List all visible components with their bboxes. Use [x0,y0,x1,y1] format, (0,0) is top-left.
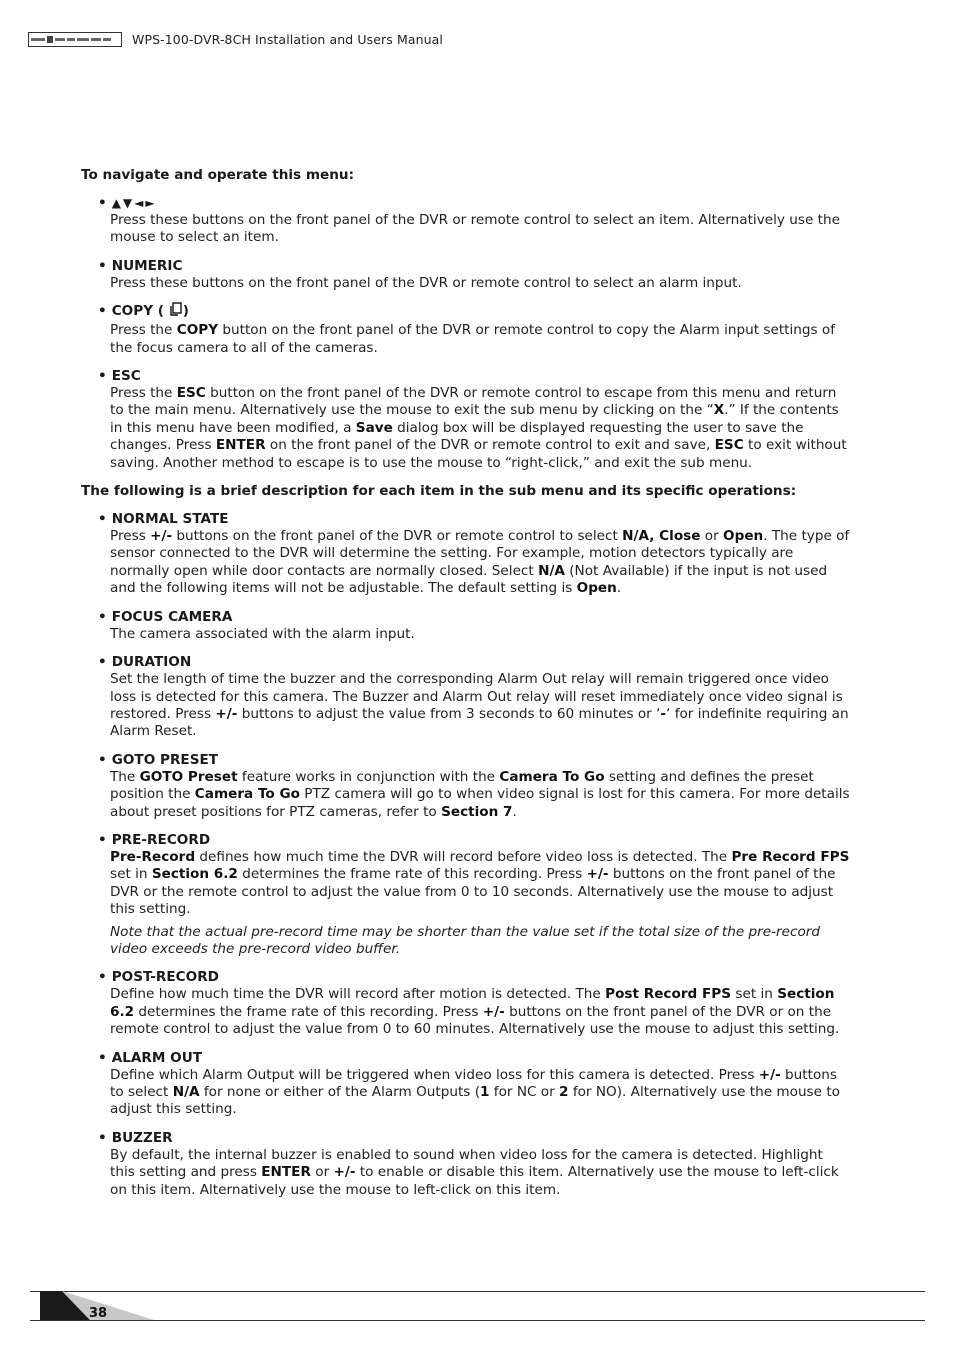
page-number: 38 [89,1306,108,1321]
list-item-arrows [98,194,851,247]
list-item-pre-record [98,831,851,958]
emphasized-term: ESC [176,385,206,402]
item-title: ALARM OUT [111,1049,203,1066]
item-title: FOCUS CAMERA [111,608,233,625]
footer-rule-bottom [30,1320,925,1321]
emphasized-term: +/- [586,866,609,883]
emphasized-term: N/A [172,1084,200,1100]
emphasized-term: Section 6.2 [110,986,835,1020]
navigate-heading: To navigate and operate this menu: [81,167,355,183]
emphasized-term: - [660,705,667,722]
emphasized-term: Section 7 [441,803,513,820]
list-item-esc [98,367,851,472]
emphasized-term: +/- [333,1164,356,1181]
emphasized-term: ENTER [215,437,266,454]
bullet: • [98,608,107,625]
emphasized-term: Open [576,580,617,597]
footer-rule-top [30,1291,925,1292]
list-item-numeric [98,257,851,292]
bullet: • [98,257,107,274]
emphasized-term: N/A [538,562,565,579]
emphasized-term: +/- [215,705,238,722]
bullet: • [98,195,107,211]
item-description: The GOTO Preset feature works in conjunction with the Camera To Go setting and defines the preset position the Camera To Go PTZ camera will go to when video signal is lost for this camera. For more details about preset positions for PTZ cameras, refer to Section 7. [110,768,850,820]
emphasized-term: +/- [150,528,173,545]
list-item-post-record [98,968,851,1038]
list-item-focus-camera [98,608,851,643]
item-description: Define how much time the DVR will record after motion is detected. The Post Record FPS set in Section 6.2 determines the frame rate of this recording. Press +/- buttons on the front panel of the DVR or on the remote control to adjust the value from 0 to 60 minutes. Alternatively use the mouse to adjust this setting. [110,986,840,1038]
item-title: BUZZER [111,1129,173,1146]
page-header [28,29,443,49]
bullet: • [98,511,107,528]
item-description: Press these buttons on the front panel of the DVR or remote control to select an item. Alternatively use the mouse to select an item. [110,212,840,246]
item-description: Set the length of time the buzzer and the corresponding Alarm Out relay will remain triggered once video loss is detected for this camera. The Buzzer and Alarm Out relay will reset immediately once video signal is restored. Press +/- buttons to adjust the value from 3 seconds to 60 minutes or ‘-‘ for indefinite requiring an Alarm Reset. [110,671,849,740]
item-description: By default, the internal buzzer is enabled to sound when video loss for the camera is detected. Highlight this setting and press ENTER or +/- to enable or disable this item. Alternatively use the mouse to left-click on this item. Alternatively use the mouse to left-click on this item. [110,1146,839,1198]
emphasized-term: Open [723,528,764,545]
page-content [81,166,851,1209]
item-description: Press these buttons on the front panel of the DVR or remote control to select an alarm input. [110,274,742,291]
emphasized-term: ESC [714,437,744,454]
list-item-normal-state [98,510,851,598]
bullet: • [98,303,107,320]
bullet: • [98,1129,107,1146]
emphasized-term: Pre Record FPS [731,848,850,865]
description-heading: The following is a brief description for each item in the sub menu and its specific operations: [81,483,797,500]
bullet: • [98,831,107,848]
item-title: GOTO PRESET [111,751,219,768]
bullet: • [98,969,107,986]
item-title: PRE-RECORD [111,831,211,848]
emphasized-term: Camera To Go [499,768,605,785]
emphasized-term: Save [355,419,393,436]
list-item-copy [98,302,851,357]
emphasized-term: X [713,402,725,419]
emphasized-term: Post Record FPS [605,986,732,1003]
emphasized-term: ENTER [261,1164,311,1181]
bullet: • [98,368,107,385]
arrow-keys-label: ▲▼◄► [111,196,157,210]
emphasized-term: 2 [559,1084,569,1100]
item-description: Press +/- buttons on the front panel of the DVR or remote control to select N/A, Close or Open. The type of sensor connected to the DVR will determine the setting. For example, motion detectors typically are normally open while door contacts are normally closed. Select N/A (Not Available) if the input is not used and the following items will not be adjustable. The default setting is Open. [110,528,850,597]
item-description: Pre-Record defines how much time the DVR will record before video loss is detected. The Pre Record FPS set in Section 6.2 determines the frame rate of this recording. Press +/- buttons on the front panel of the DVR or the remote control to adjust the value from 0 to 10 seconds. Alternatively use the mouse to adjust this setting. [110,848,850,918]
item-title: DURATION [111,654,192,671]
item-description: Press the COPY button on the front panel of the DVR or remote control to copy the Alarm input settings of the focus camera to all of the cameras. [110,322,836,356]
list-item-buzzer [98,1129,851,1199]
item-description: Press the ESC button on the front panel of the DVR or remote control to escape from this menu and return to the main menu. Alternatively use the mouse to exit the sub menu by clicking on the “X.” If the contents in this menu have been modified, a Save dialog box will be displayed requesting the user to save the changes. Press ENTER on the front panel of the DVR or remote control to exit and save, ESC to exit without saving. Another method to escape is to use the mouse to “right-click,” and exit the sub menu. [110,385,847,471]
item-title: POST-RECORD [111,969,219,986]
emphasized-term: Camera To Go [194,786,300,803]
emphasized-term: Section 6.2 [151,866,238,883]
bullet: • [98,654,107,671]
bullet: • [98,1049,107,1066]
list-item-goto-preset [98,751,851,821]
copy-icon [169,302,183,322]
item-title: NUMERIC [111,257,183,274]
emphasized-term: 1 [480,1084,490,1100]
list-item-alarm-out [98,1049,851,1119]
item-title: ESC [111,368,141,385]
manual-title: WPS-100-DVR-8CH Installation and Users Manual [132,31,444,47]
emphasized-term: N/A, Close [622,528,701,545]
emphasized-term: Pre-Record [110,848,196,865]
item-description: The camera associated with the alarm input. [110,625,415,642]
emphasized-term: GOTO Preset [139,768,238,785]
bullet: • [98,751,107,768]
list-item-duration [98,653,851,741]
emphasized-term: COPY [176,322,219,339]
item-title: NORMAL STATE [111,511,229,528]
product-logo [28,32,122,47]
emphasized-term: +/- [482,1003,505,1020]
item-note: Note that the actual pre-record time may be shorter than the value set if the total size of the pre-record video exceeds the pre-record video buffer. [110,923,820,957]
emphasized-term: +/- [758,1066,781,1083]
item-title: COPY ( [111,303,164,320]
item-description: Define which Alarm Output will be triggered when video loss for this camera is detected. Press +/- buttons to select N/A for none or either of the Alarm Outputs (1 for NC or 2 for NO). Alternatively use the mouse to adjust this setting. [110,1066,840,1118]
item-title-suffix: ) [182,303,189,320]
